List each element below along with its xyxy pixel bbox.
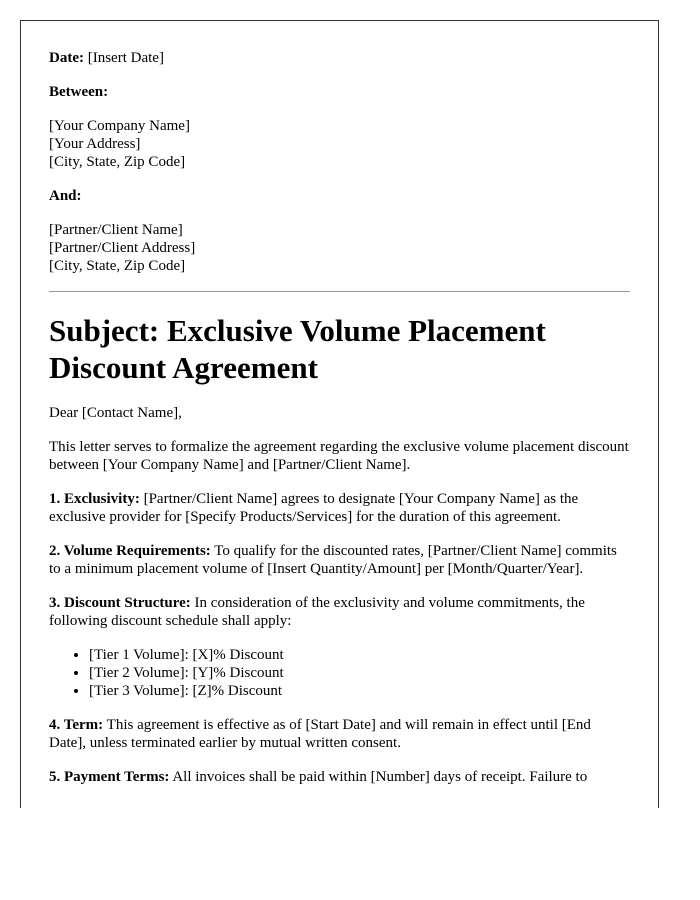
list-item: • [Tier 3 Volume]: [Z]% Discount [89,682,630,700]
list-item: • [Tier 2 Volume]: [Y]% Discount [89,664,630,682]
section-payment: 5. Payment Terms: All invoices shall be paid within [Number] days of receipt. Failure to [49,769,588,785]
salutation: Dear [Contact Name], [49,405,182,421]
section-volume: 2. Volume Requirements: To qualify for the discounted rates, [Partner/Client Name] commits to a minimum placement volume of [Insert Quantity/Amount] per [Month/Quarter/Year]. [49,543,617,577]
subject-heading: Subject: Exclusive Volume Placement Discount Agreement [49,313,546,385]
intro-paragraph: This letter serves to formalize the agreement regarding the exclusive volume placement discount between [Your Company Name] and [Partner/Client Name]. [49,439,629,473]
section-exclusivity: 1. Exclusivity: [Partner/Client Name] agrees to designate [Your Company Name] as the exclusive provider for [Specify Products/Services] for the duration of this agreement. [49,491,579,525]
list-item: • [Tier 1 Volume]: [X]% Discount [89,646,630,664]
date-line: Date: [Insert Date] [49,50,164,66]
between-label: Between: [49,84,109,100]
letter-page [20,20,659,808]
divider [49,291,630,292]
section-term: 4. Term: This agreement is effective as of [Start Date] and will remain in effect until [End Date], unless terminated earlier by mutual written consent. [49,717,591,751]
tier-list [49,646,630,700]
and-label: And: [49,188,82,204]
party2-address: [Partner/Client Name] [Partner/Client Address] [City, State, Zip Code] [49,222,196,274]
party1-address: [Your Company Name] [Your Address] [City, State, Zip Code] [49,118,190,170]
section-discount: 3. Discount Structure: In consideration of the exclusivity and volume commitments, the following discount schedule shall apply: [49,595,585,629]
